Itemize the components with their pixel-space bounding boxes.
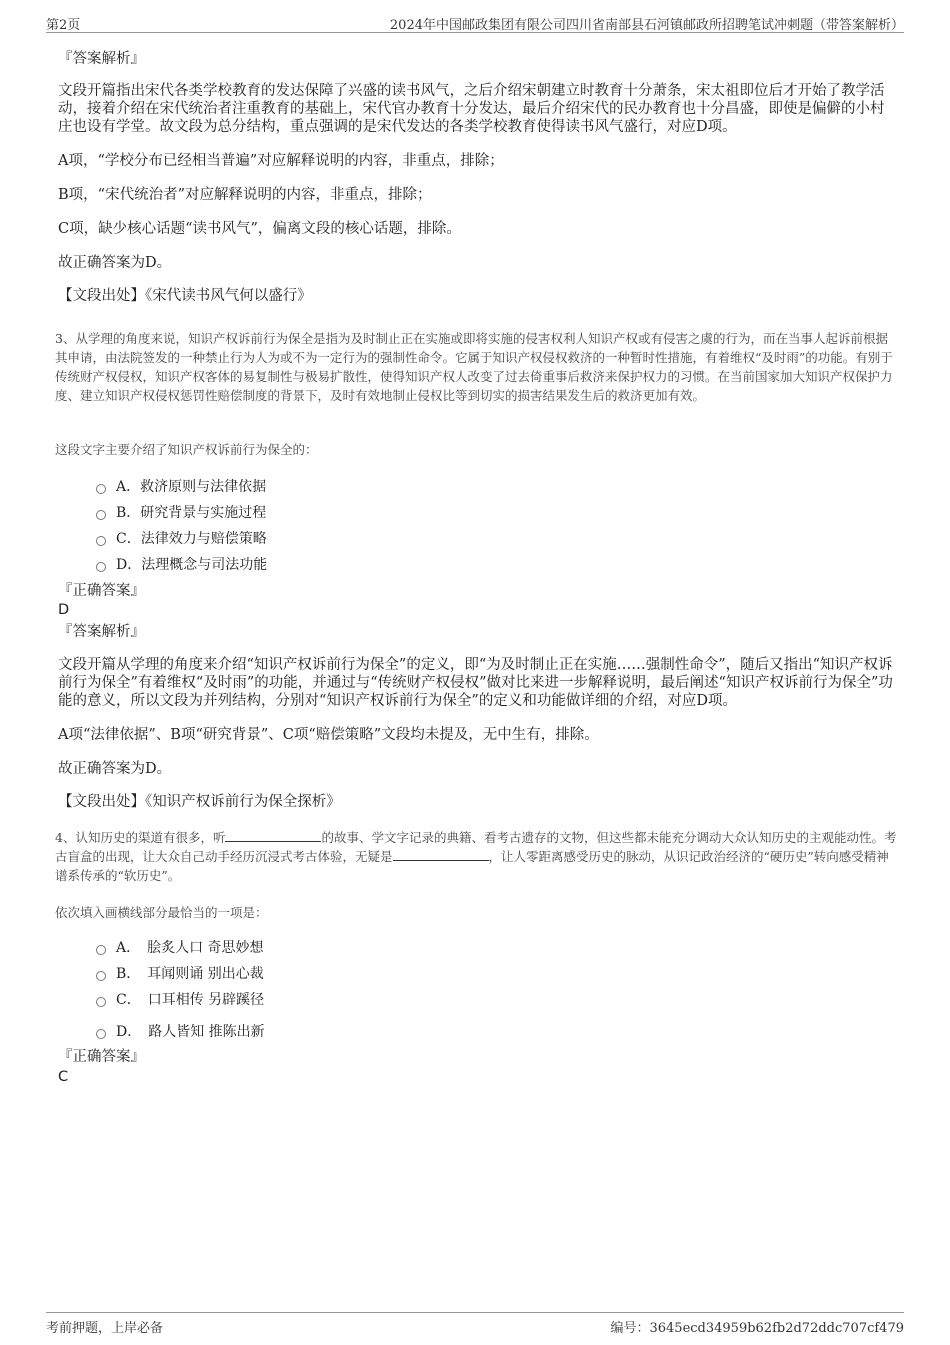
- q4-option-d[interactable]: [96, 1021, 265, 1041]
- q3-option-a[interactable]: [96, 476, 266, 496]
- radio-icon[interactable]: [96, 945, 106, 955]
- q2-analysis-paragraph: 文段开篇指出宋代各类学校教育的发达保障了兴盛的读书风气，之后介绍宋朝建立时教育十分萧条，宋太祖即位后才开始了教学活动，接着介绍在宋代统治者注重教育的基础上，宋代官办教育十分发达，最后介绍宋代的民办教育也十分昌盛，即使是偏僻的小村庄也设有学堂。故文段为总分结构，重点强调的是宋代发达的各类学校教育使得读书风气盛行，对应D项。: [58, 83, 885, 135]
- q2-conclusion: 故正确答案为D。: [58, 255, 172, 271]
- q3-answer: D: [58, 602, 70, 618]
- q4-answer: C: [58, 1069, 69, 1085]
- q4-option-d-label: D． 路人皆知 推陈出新: [116, 1024, 265, 1040]
- q4-option-a[interactable]: [96, 937, 264, 957]
- document-title: 2024年中国邮政集团有限公司四川省南部县石河镇邮政所招聘笔试冲刺题（带答案解析）: [389, 18, 904, 33]
- q3-option-d-label: D．法理概念与司法功能: [116, 557, 268, 573]
- q2-analysis-label: 『答案解析』: [58, 51, 145, 67]
- q2-source: 【文段出处】《宋代读书风气何以盛行》: [58, 288, 312, 304]
- q4-option-b[interactable]: [96, 963, 264, 983]
- q3-options-analysis: A项“法律依据”、B项“研究背景”、C项“赔偿策略”文段均未提及，无中生有，排除。: [58, 727, 599, 743]
- radio-icon[interactable]: [96, 997, 106, 1007]
- radio-icon[interactable]: [96, 510, 106, 520]
- q3-source: 【文段出处】《知识产权诉前行为保全探析》: [58, 794, 341, 810]
- q3-option-c[interactable]: [96, 528, 267, 548]
- q4-stem-part-3: ，让人零距离感受历史的脉动，从识记政治经济的“硬历史”转向感受精神谱系传承的“软历史”。: [55, 849, 889, 883]
- q4-stem-part-1: 4、认知历史的渠道有很多，听: [55, 830, 226, 845]
- q3-option-c-label: C．法律效力与赔偿策略: [116, 531, 267, 547]
- radio-icon[interactable]: [96, 971, 106, 981]
- q3-answer-label: 『正确答案』: [58, 583, 145, 599]
- q3-option-a-label: A．救济原则与法律依据: [116, 479, 267, 495]
- page-number: 第2页: [46, 18, 81, 33]
- q4-option-a-label: A． 脍炙人口 奇思妙想: [116, 940, 264, 956]
- q4-stem-part-2: 的故事、学文字记录的典籍、看考古遗存的文物，但这些都未能充分调动大众认知历史的主观能动性。考古盲盒的出现，让大众自己动手经历沉浸式考古体验，无疑是: [55, 830, 897, 864]
- q4-option-c[interactable]: [96, 989, 264, 1009]
- footer-slogan: 考前押题，上岸必备: [46, 1321, 164, 1336]
- q3-option-b[interactable]: [96, 502, 266, 522]
- radio-icon[interactable]: [96, 562, 106, 572]
- q3-question: 这段文字主要介绍了知识产权诉前行为保全的：: [55, 442, 318, 457]
- q3-analysis-paragraph: 文段开篇从学理的角度来介绍“知识产权诉前行为保全”的定义，即“为及时制止正在实施……强制性命令”，随后又指出“知识产权诉前行为保全”有着维权“及时雨”的功能，并通过与“传统财产权侵权”做对比来进一步解释说明，最后阐述“知识产权诉前行为保全”功能的意义，所以文段为并列结构，分别对“知识产权诉前行为保全”的定义和功能做详细的介绍，对应D项。: [58, 657, 893, 709]
- page-footer: [46, 1312, 904, 1337]
- radio-icon[interactable]: [96, 484, 106, 494]
- q4-blank-2: [393, 848, 489, 861]
- q3-stem: 3、从学理的角度来说，知识产权诉前行为保全是指为及时制止正在实施或即将实施的侵害权利人知识产权或有侵害之虞的行为，而在当事人起诉前根据其申请，由法院签发的一种禁止行为人为或不为一定行为的强制性命令。它属于知识产权侵权救济的一种暂时性措施，有着维权“及时雨”的功能。有别于传统财产权侵权，知识产权客体的易复制性与极易扩散性，使得知识产权人改变了过去倚重事后救济来保护权力的习惯。在当前国家加大知识产权保护力度、建立知识产权侵权惩罚性赔偿制度的背景下，及时有效地制止侵权比等到切实的损害结果发生后的救济更加有效。: [55, 331, 893, 403]
- radio-icon[interactable]: [96, 536, 106, 546]
- q2-option-b-analysis: B项，“宋代统治者”对应解释说明的内容，非重点，排除；: [58, 187, 432, 203]
- radio-icon[interactable]: [96, 1029, 106, 1039]
- q4-option-b-label: B． 耳闻则诵 别出心裁: [116, 966, 264, 982]
- q4-blank-1: [225, 829, 321, 842]
- document-id: 编号：3645ecd34959b62fb2d72ddc707cf479: [610, 1321, 904, 1336]
- q4-question: 依次填入画横线部分最恰当的一项是：: [55, 905, 268, 920]
- page-header: [46, 14, 904, 33]
- q2-option-a-analysis: A项，“学校分布已经相当普遍”对应解释说明的内容，非重点，排除；: [58, 153, 504, 169]
- q4-stem: [55, 828, 898, 885]
- q3-option-d[interactable]: [96, 554, 267, 574]
- q3-conclusion: 故正确答案为D。: [58, 761, 172, 777]
- q4-answer-label: 『正确答案』: [58, 1049, 145, 1065]
- q3-option-b-label: B．研究背景与实施过程: [116, 505, 267, 521]
- q2-option-c-analysis: C项，缺少核心话题“读书风气”，偏离文段的核心话题，排除。: [58, 221, 461, 237]
- q4-option-c-label: C． 口耳相传 另辟蹊径: [116, 992, 265, 1008]
- q3-analysis-label: 『答案解析』: [58, 624, 145, 640]
